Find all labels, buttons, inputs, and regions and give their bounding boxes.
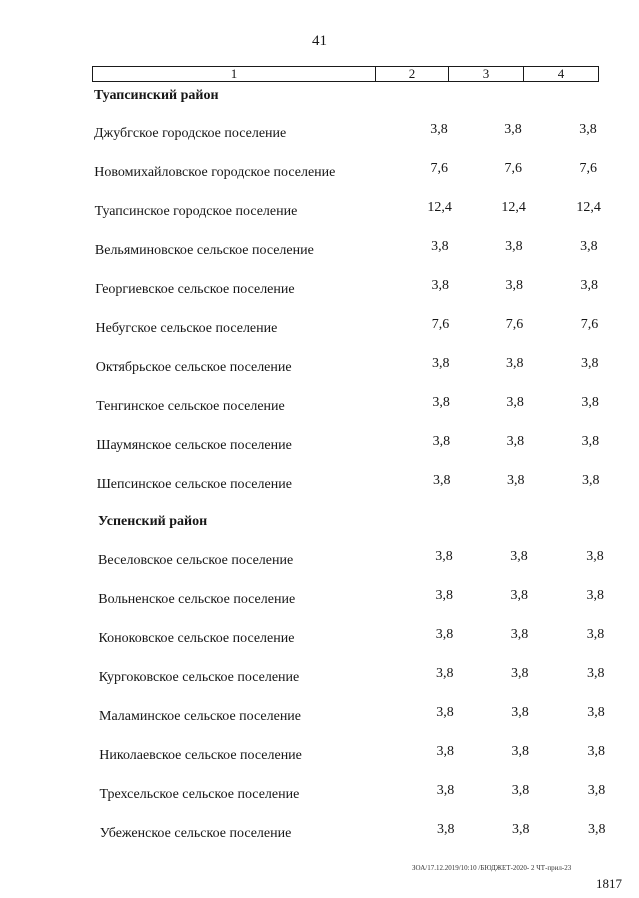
value-col-3: 3,8 — [511, 666, 529, 681]
value-col-4: 3,8 — [586, 588, 604, 603]
value-col-4: 3,8 — [579, 122, 597, 137]
settlement-name: Веселовское сельское поселение — [98, 553, 294, 568]
settlement-name: Трехсельское сельское поселение — [99, 787, 300, 802]
column-header-1: 1 — [230, 66, 238, 81]
value-col-3: 3,8 — [504, 122, 522, 137]
table-row — [0, 824, 639, 846]
footer-stamp: ЗОА/17.12.2019/10:10 /БЮДЖЕТ-2020- 2 ЧТ-прил-23 — [412, 864, 572, 872]
value-col-2: 3,8 — [431, 278, 449, 293]
table-row — [0, 241, 639, 263]
settlement-name: Коноковское сельское поселение — [98, 631, 295, 646]
value-col-4: 3,8 — [581, 356, 599, 371]
column-header-row — [92, 66, 599, 82]
value-col-4: 3,8 — [586, 627, 605, 642]
value-col-2: 7,6 — [430, 161, 449, 176]
value-col-4: 7,6 — [580, 317, 599, 332]
footer-mark: 1817 — [596, 876, 622, 891]
value-col-4: 3,8 — [586, 549, 604, 564]
value-col-4: 3,8 — [587, 705, 605, 720]
settlement-name: Шепсинское сельское поселение — [96, 477, 292, 492]
settlement-name: Вельяминовское сельское поселение — [94, 243, 314, 258]
value-col-2: 3,8 — [437, 822, 455, 837]
value-col-2: 3,8 — [432, 395, 450, 410]
table-row — [0, 436, 639, 458]
value-col-2: 3,8 — [432, 434, 451, 449]
value-col-4: 12,4 — [576, 200, 601, 215]
value-col-4: 7,6 — [579, 161, 598, 176]
table-row — [0, 280, 639, 302]
value-col-2: 3,8 — [436, 666, 454, 681]
section-title: Туапсинский район — [94, 88, 219, 103]
value-col-2: 3,8 — [431, 239, 449, 254]
settlement-name: Новомихайловское городское поселение — [94, 165, 336, 180]
value-col-3: 3,8 — [510, 549, 528, 564]
value-col-4: 3,8 — [587, 783, 606, 798]
column-header-4: 4 — [523, 67, 598, 81]
value-col-3: 3,8 — [512, 822, 530, 837]
settlement-name: Кургоковское сельское поселение — [98, 670, 300, 685]
value-col-2: 7,6 — [431, 317, 450, 332]
value-col-4: 3,8 — [580, 278, 598, 293]
value-col-2: 3,8 — [435, 627, 454, 642]
table-row — [0, 202, 639, 224]
value-col-2: 3,8 — [435, 549, 453, 564]
value-col-3: 3,8 — [510, 627, 529, 642]
value-col-3: 3,8 — [506, 395, 524, 410]
table-row — [0, 163, 639, 185]
table-row — [0, 629, 639, 651]
column-header-2: 2 — [375, 67, 448, 81]
value-col-3: 3,8 — [510, 588, 528, 603]
table-row — [0, 124, 639, 146]
settlement-name: Тенгинское сельское поселение — [96, 399, 285, 414]
settlement-name: Небугское сельское поселение — [95, 321, 278, 336]
value-col-2: 3,8 — [435, 588, 453, 603]
table-row — [0, 590, 639, 612]
value-col-3: 3,8 — [511, 744, 529, 759]
settlement-name: Маламинское сельское поселение — [99, 709, 302, 724]
value-col-4: 3,8 — [581, 434, 600, 449]
value-col-4: 3,8 — [588, 822, 606, 837]
settlement-name: Октябрьское сельское поселение — [95, 360, 292, 375]
table-row — [0, 358, 639, 380]
settlement-name: Шаумянское сельское поселение — [96, 438, 292, 453]
settlement-name: Николаевское сельское поселение — [99, 748, 302, 763]
settlement-name: Туапсинское городское поселение — [94, 204, 298, 219]
value-col-2: 3,8 — [432, 356, 450, 371]
table-row — [0, 319, 639, 341]
table-row — [0, 746, 639, 768]
settlement-name: Джубгское городское поселение — [94, 126, 287, 141]
value-col-4: 3,8 — [580, 239, 598, 254]
column-header-3: 3 — [448, 67, 523, 81]
table-row — [0, 475, 639, 497]
value-col-3: 12,4 — [501, 200, 526, 215]
table-row — [0, 551, 639, 573]
value-col-3: 3,8 — [511, 705, 529, 720]
value-col-3: 7,6 — [505, 317, 524, 332]
value-col-3: 3,8 — [506, 356, 524, 371]
table-row — [0, 707, 639, 729]
value-col-2: 3,8 — [436, 783, 455, 798]
value-col-4: 3,8 — [581, 473, 600, 488]
value-col-4: 3,8 — [587, 666, 605, 681]
table-row — [0, 668, 639, 690]
section-title: Успенский район — [98, 514, 208, 529]
value-col-2: 3,8 — [436, 705, 454, 720]
value-col-4: 3,8 — [581, 395, 599, 410]
value-col-3: 3,8 — [505, 278, 523, 293]
value-col-3: 3,8 — [506, 434, 525, 449]
table-row — [0, 397, 639, 419]
page-number: 41 — [312, 33, 327, 49]
value-col-4: 3,8 — [587, 744, 605, 759]
value-col-3: 3,8 — [506, 473, 525, 488]
value-col-2: 3,8 — [432, 473, 451, 488]
settlement-name: Убеженское сельское поселение — [99, 826, 292, 841]
value-col-2: 3,8 — [436, 744, 454, 759]
table-row — [0, 785, 639, 807]
value-col-2: 3,8 — [430, 122, 448, 137]
settlement-name: Георгиевское сельское поселение — [95, 282, 295, 297]
value-col-3: 7,6 — [504, 161, 523, 176]
value-col-2: 12,4 — [427, 200, 452, 215]
value-col-3: 3,8 — [505, 239, 523, 254]
value-col-3: 3,8 — [511, 783, 530, 798]
settlement-name: Вольненское сельское поселение — [98, 592, 296, 607]
